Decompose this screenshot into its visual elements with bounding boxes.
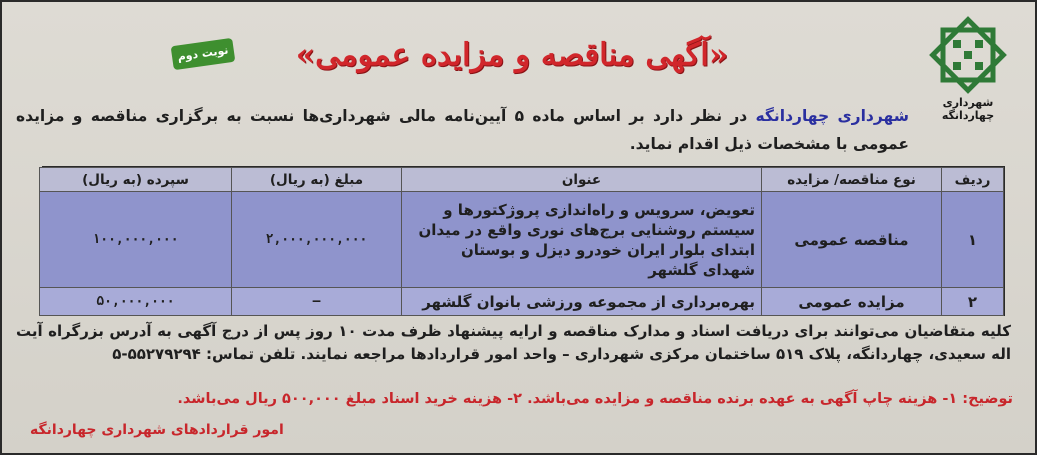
municipality-logo-icon [929,16,1007,94]
header-index: ردیف [942,168,1004,192]
row-deposit: ۵۰,۰۰۰,۰۰۰ [40,288,232,316]
header-type: نوع مناقصه/ مزایده [762,168,942,192]
row-index: ۱ [942,192,1004,288]
tender-table [42,166,1005,316]
round-badge: نوبت دوم [171,38,236,70]
explanation-note: توضیح: ۱- هزینه چاپ آگهی به عهده برنده مناقصه و مزایده می‌باشد. ۲- هزینه خرید اسناد مبلغ ۵۰۰,۰۰۰ ریال می‌باشد. [177,391,1013,407]
header-deposit: سپرده (به ریال) [40,168,232,192]
row-index: ۲ [942,288,1004,316]
intro-paragraph [16,102,909,158]
logo-caption: شهرداری چهاردانگه [941,96,995,122]
table-row [40,288,1004,316]
row-amount: ۲,۰۰۰,۰۰۰,۰۰۰ [232,192,402,288]
instructions-text: کلیه متقاضیان می‌توانند برای دریافت اسناد و مدارک مناقصه و ارایه پیشنهاد ظرف مدت ۱۰ روز پس از درج آگهی به آدرس بزرگراه آیت اله سعیدی، چهاردانگه، پلاک ۵۱۹ ساختمان مرکزی شهرداری – واحد امور قراردادها مراجعه نمایند. تلفن تماس: [16,322,1011,363]
footer-signature: امور قراردادهای شهرداری چهاردانگه [30,422,284,438]
municipality-logo [919,16,1017,124]
row-type: مناقصه عمومی [762,192,942,288]
contact-phone: ۵-۵۵۲۷۹۲۹۴ [112,345,201,363]
row-deposit: ۱۰۰,۰۰۰,۰۰۰ [40,192,232,288]
title-block [262,32,762,78]
instructions-paragraph [16,320,1011,366]
row-type: مزایده عمومی [762,288,942,316]
row-amount: — [232,288,402,316]
row-subject: تعویض، سرویس و راه‌اندازی پروژکتورها و سیستم روشنایی برج‌های نوری واقع در میدان ابتدای بلوار ایران خودرو دیزل و بوستان شهدای گلشهر [402,192,762,288]
intro-city: شهرداری چهاردانگه [755,107,909,125]
table-row [40,192,1004,288]
header-amount: مبلغ (به ریال) [232,168,402,192]
table-header-row [40,168,1004,192]
row-subject: بهره‌برداری از مجموعه ورزشی بانوان گلشهر [402,288,762,316]
page-title: «آگهی مناقصه و مزایده عمومی» [295,37,729,73]
intro-text: در نظر دارد بر اساس ماده ۵ آیین‌نامه مالی شهرداری‌ها نسبت به برگزاری مناقصه و مزایده عمومی با مشخصات ذیل اقدام نماید. [16,107,909,153]
header-subject: عنوان [402,168,762,192]
